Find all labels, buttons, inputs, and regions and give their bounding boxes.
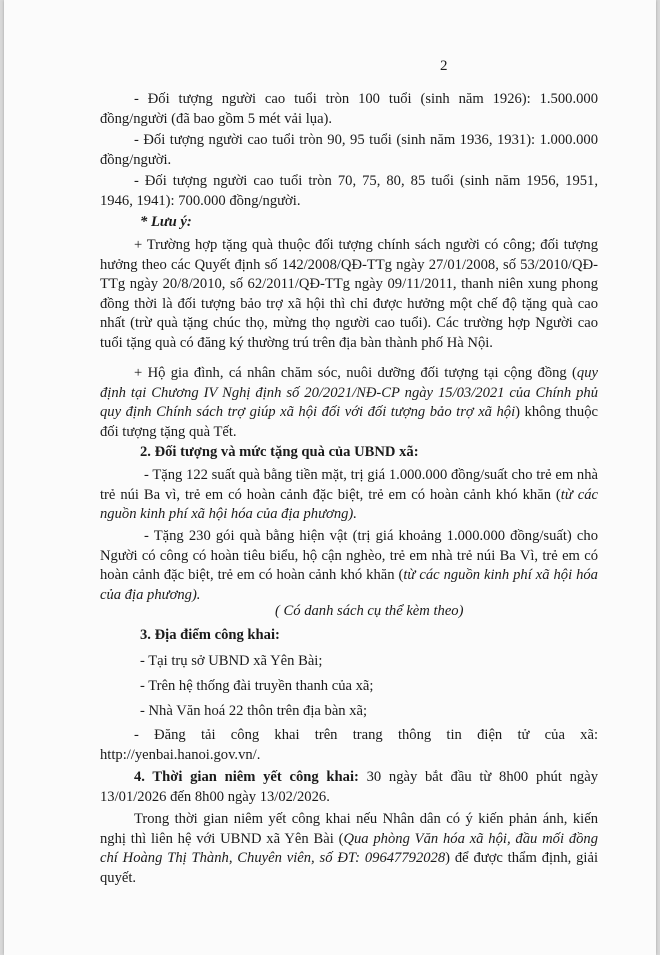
note-1: + Trường hợp tặng quà thuộc đối tượng chính sách người có công; đối tượng hưởng theo các Quyết định số 142/2008/QĐ-TTg ngày 27/01/2008, số 53/2010/QĐ-TTg ngày 20/8/2010, số 62/2011/QĐ-TTg ngày 09/11/2011, thanh niên xung phong đồng thời là đối tượng bảo trợ xã hội thì chỉ được hưởng một chế độ tặng quà cao nhất (trừ quà tặng chúc thọ, mừng thọ người cao tuổi). Các trường hợp Người cao tuổi tặng quà có đăng ký thường trú trên địa bàn thành phố Hà Nội. — [100, 237, 598, 351]
section-2-item-1-text: - Tặng 122 suất quà bằng tiền mặt, trị giá 1.000.000 đồng/suất cho trẻ em nhà trẻ núi Ba vì, trẻ em có hoàn cảnh đặc biệt, trẻ em có hoàn cảnh khó khăn ( — [100, 467, 598, 503]
closing-text: Trong thời gian niêm yết công khai nếu Nhân dân có ý kiến phản ánh, kiến nghị thì liên hệ với UBND xã Yên Bài ( — [100, 811, 598, 847]
note-heading: * Lưu ý: — [140, 214, 192, 230]
note-2-decree: quy định tại Chương IV Nghị định số 20/2021/NĐ-CP ngày 15/03/2021 của Chính phủ quy định Chính sách trợ giúp xã hội đối với đối tượng bảo trợ xã hội — [100, 365, 598, 421]
closing-paragraph — [100, 810, 598, 888]
section-2-item-1-source: từ các nguồn kinh phí xã hội hóa của địa phương). — [100, 486, 598, 523]
section-4-text: 30 ngày bắt đầu từ 8h00 phút ngày 13/01/2026 đến 8h00 ngày 13/02/2026. — [100, 769, 598, 805]
section-4-heading: 4. Thời gian niêm yết công khai: — [134, 769, 359, 785]
note-2-text: + Hộ gia đình, cá nhân chăm sóc, nuôi dưỡng đối tượng tại cộng đồng ( — [134, 365, 577, 381]
section-2-item-2-text: - Tặng 230 gói quà bằng hiện vật (trị giá khoảng 1.000.000 đồng/suất) cho Người có công có hoàn tiêu biểu, hộ cận nghèo, trẻ em nhà trẻ núi Ba Vì, trẻ em có hoàn cảnh đặc biệt, trẻ em có hoàn cảnh khó khăn ( — [100, 528, 598, 584]
document-page — [4, 0, 656, 955]
gift-age-100: - Đối tượng người cao tuổi tròn 100 tuổi (sinh năm 1926): 1.500.000 đồng/người (đã bao gồm 5 mét vải lụa). — [100, 91, 598, 127]
section-3-heading: 3. Địa điểm công khai: — [140, 627, 280, 643]
section-2-item-1 — [100, 466, 598, 525]
location-cultural-house: - Nhà Văn hoá 22 thôn trên địa bàn xã; — [140, 703, 368, 719]
section-2-item-2-source: từ các nguồn kinh phí xã hội hóa của địa phương). — [100, 567, 598, 603]
gift-age-90-95: - Đối tượng người cao tuổi tròn 90, 95 tuổi (sinh năm 1936, 1931): 1.000.000 đồng/người. — [100, 132, 598, 168]
section-4 — [100, 768, 598, 807]
section-2-item-2 — [100, 527, 598, 605]
attachment-note: ( Có danh sách cụ thể kèm theo) — [275, 603, 464, 619]
section-2-heading: 2. Đối tượng và mức tặng quà của UBND xã: — [140, 444, 419, 460]
note-2-end: ) không thuộc đối tượng tặng quà Tết. — [100, 404, 598, 440]
page-number: 2 — [440, 58, 448, 74]
location-website: - Đăng tải công khai trên trang thông tin điện tử của xã: http://yenbai.hanoi.gov.vn/. — [100, 727, 598, 763]
closing-contact: Qua phòng Văn hóa xã hội, đầu mối đồng chí Hoàng Thị Thành, Chuyên viên, số ĐT: 09647792028 — [100, 830, 599, 867]
closing-end: ) để được thẩm định, giải quyết. — [100, 850, 599, 886]
location-radio: - Trên hệ thống đài truyền thanh của xã; — [140, 678, 374, 694]
gift-age-70-85: - Đối tượng người cao tuổi tròn 70, 75, 80, 85 tuổi (sinh năm 1956, 1951, 1946, 1941): 700.000 đồng/người. — [100, 173, 598, 209]
note-2 — [100, 364, 598, 442]
location-office: - Tại trụ sở UBND xã Yên Bài; — [140, 653, 323, 669]
